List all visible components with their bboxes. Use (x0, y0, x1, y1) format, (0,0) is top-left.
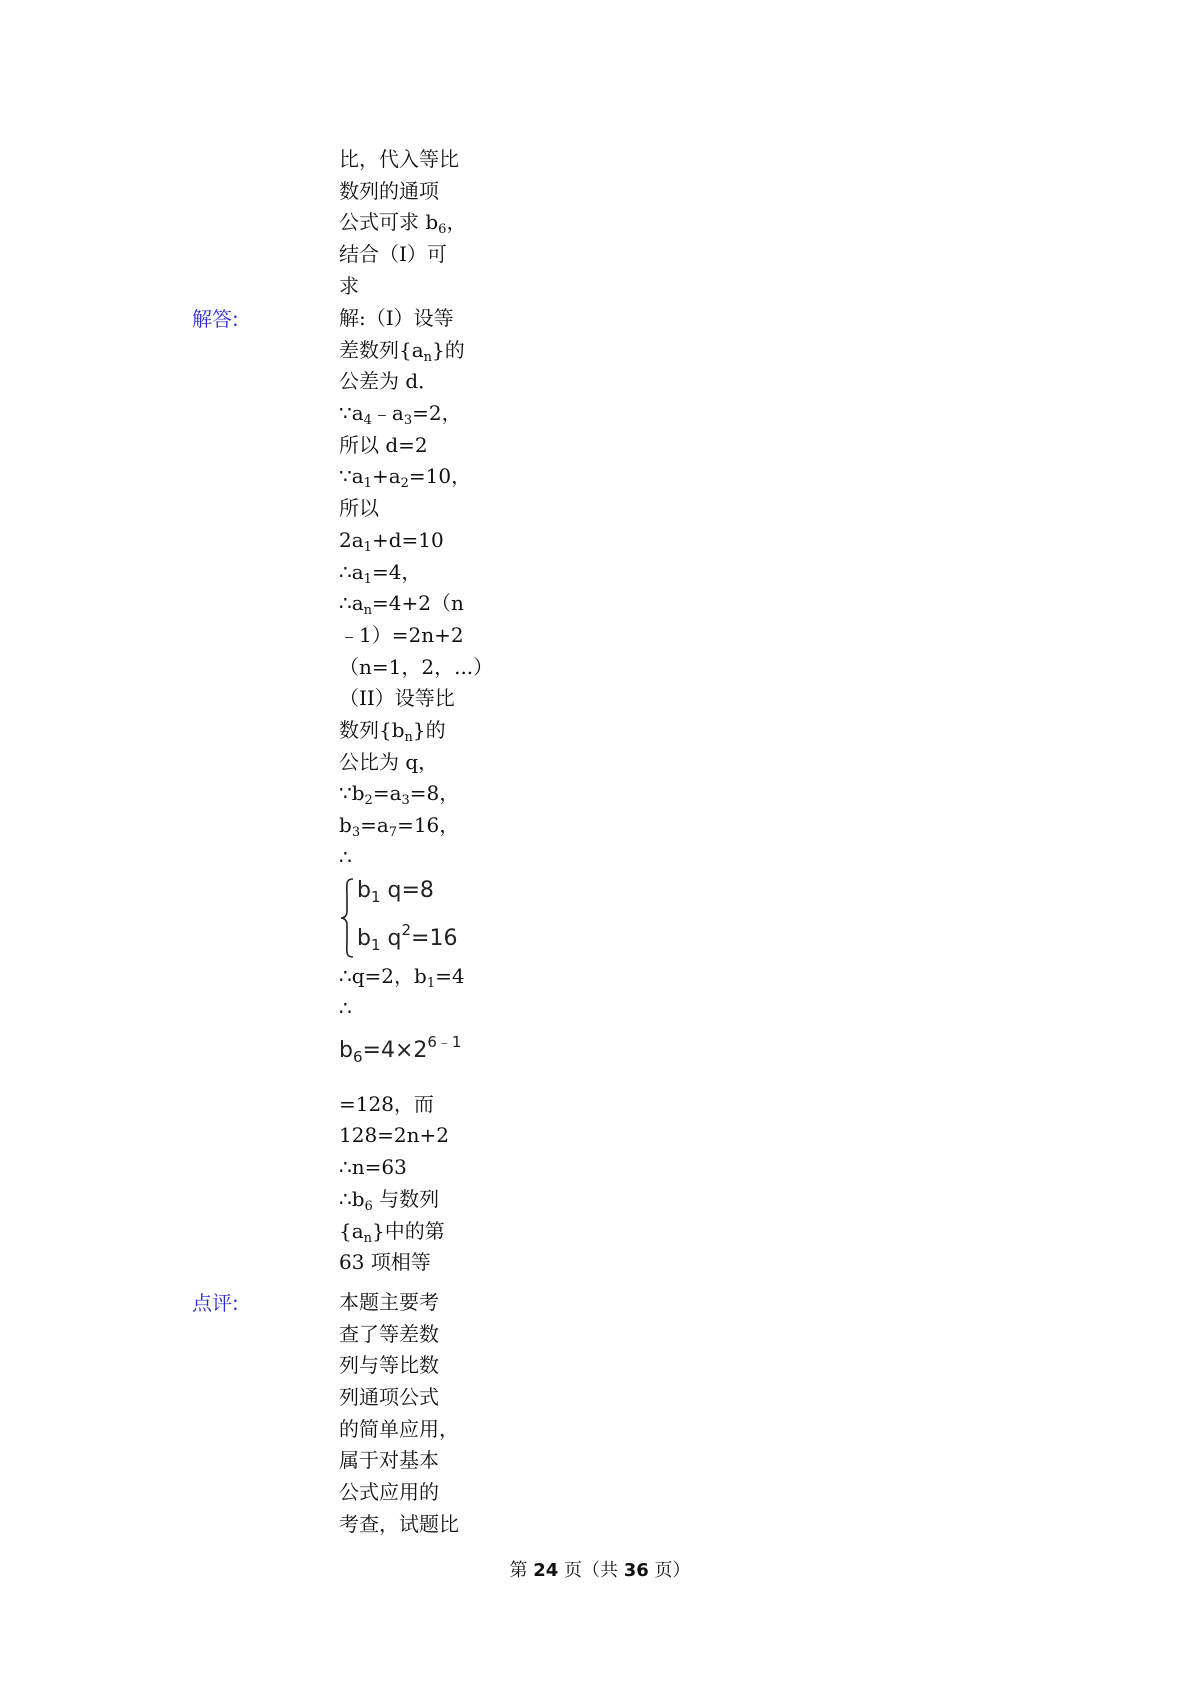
text-line: 63 项相等 (339, 1250, 431, 1275)
page-total: 36 (623, 1560, 649, 1581)
text-line: $b_3=a_7=16$， (339, 813, 460, 840)
brace-icon (339, 877, 355, 959)
text-line: $\because a_4﹣a_3=2$， (339, 401, 462, 429)
text-line: （II）设等比 (339, 686, 455, 711)
text-line: （n=1，2，...） (339, 654, 494, 679)
text-line: $2a_1+d=10$ (339, 527, 444, 555)
equation-row: $b_1$ $q^2=16$ (357, 921, 458, 955)
text-line: 数列的通项 (339, 178, 439, 203)
text-line: ∴ (339, 996, 352, 1021)
text-line: 本题主要考 (339, 1290, 439, 1314)
text-line: 考查，试题比 (339, 1511, 459, 1536)
text-line: $\{a_n\}$中的第 (339, 1218, 445, 1246)
page-number: 24 (533, 1560, 559, 1581)
text-line: $\therefore a_1=4$， (339, 559, 422, 587)
text-line: 列与等比数 (339, 1353, 439, 1378)
analysis-text (339, 144, 489, 302)
text-line: 属于对基本 (339, 1448, 439, 1473)
text-line: 所以 d=2 (339, 432, 428, 457)
text-line: 差数列$\{a_n\}$的 (339, 337, 465, 365)
answer-text (339, 303, 494, 1279)
comment-label: 点评: (192, 1291, 239, 1315)
text-line: ∴ (339, 844, 352, 869)
answer-label: 解答: (192, 307, 239, 331)
text-line: 公比为 q， (339, 749, 439, 774)
text-line: $\because b_2=a_3=8$， (339, 781, 460, 809)
text-line: =128，而 (339, 1091, 434, 1116)
text-line: $\therefore a_n=4+2(n$ (339, 591, 464, 619)
text-line: 查了等差数 (339, 1321, 439, 1346)
text-line: 公差为 d． (339, 369, 439, 394)
text-line: 数列$\{b_n\}$的 (339, 717, 446, 745)
comment-text (339, 1287, 489, 1541)
text-line: 的简单应用， (339, 1416, 459, 1441)
text-line: 公式应用的 (339, 1480, 439, 1505)
text-line: $\therefore b_6$ 与数列 (339, 1186, 440, 1214)
text-line: 求 (339, 273, 359, 298)
equation-row: $b_1$ q=8 (357, 878, 434, 907)
text-line: 128=2n+2 (339, 1123, 450, 1148)
text-line: 公式可求 $b_6$， (339, 210, 467, 238)
text-line: ∴n=63 (339, 1155, 407, 1180)
text-line: $\because a_1+a_2=10$， (339, 464, 472, 492)
text-line: 列通项公式 (339, 1385, 439, 1410)
equation-system (339, 873, 489, 961)
text-line: ﹣1）=2n+2 (339, 622, 464, 647)
formula-b6: $b_6=4\times 2^{6﹣1}$ (339, 1032, 462, 1066)
page-footer: 第 24 页（共 36 页） (509, 1560, 691, 1581)
text-line: ∴q=2，$b_1=4$ (339, 964, 465, 992)
text-line: 比，代入等比 (339, 147, 459, 171)
text-line: 结合（I）可 (339, 242, 447, 267)
text-line: 所以 (339, 496, 379, 521)
text-line: 解:（I）设等 (339, 306, 454, 330)
